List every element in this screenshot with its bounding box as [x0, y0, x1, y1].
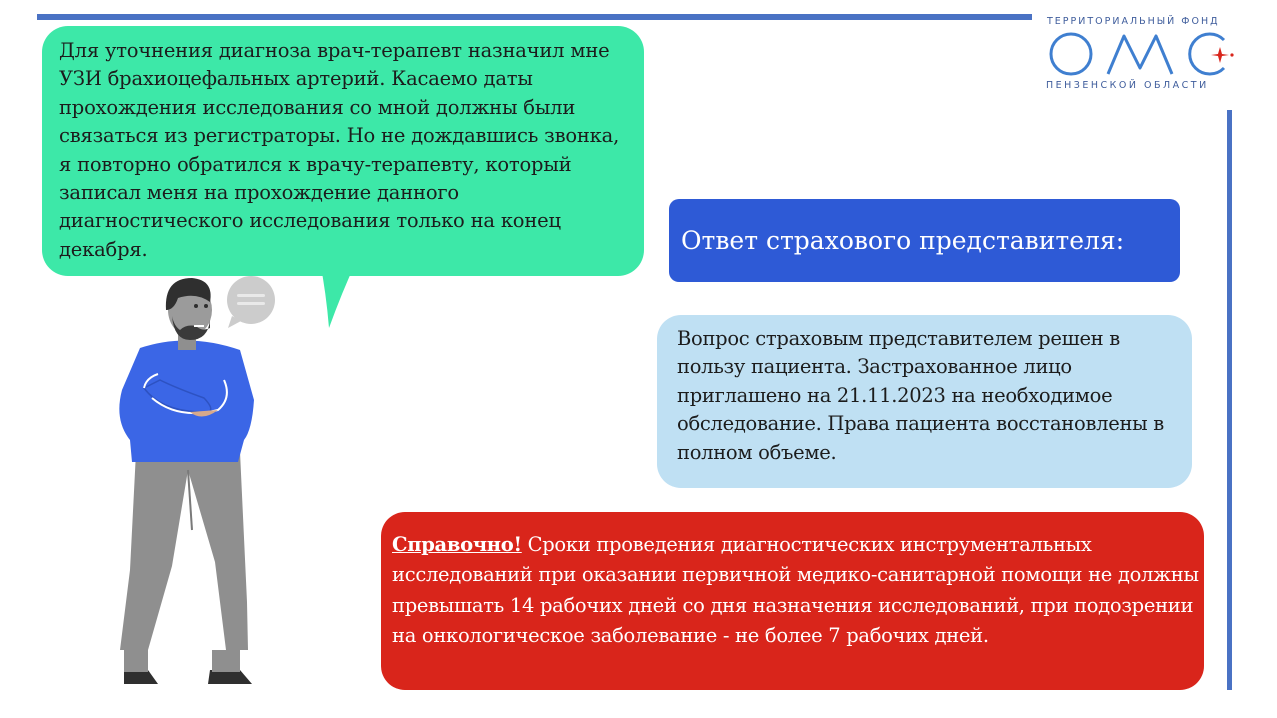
thinking-man-illustration [100, 270, 300, 695]
reference-label: Справочно! [392, 533, 522, 556]
answer-heading-banner [669, 199, 1180, 282]
logo-acronym-mark [1046, 28, 1236, 80]
thought-bubble-icon [227, 276, 275, 328]
top-divider [37, 14, 1032, 20]
oms-logo [1042, 14, 1240, 94]
logo-bottom-text: ПЕНЗЕНСКОЙ ОБЛАСТИ [1046, 80, 1209, 91]
reference-text: Сроки проведения диагностических инструментальных исследований при оказании первичной медико-санитарной помощи не должны превышать 14 рабочих дней со дня назначения исследований, при подозрении на онкологическое заболевание - не более 7 рабочих дней. [392, 533, 1199, 648]
patient-quote: Для уточнения диагноза врач-терапевт назначил мне УЗИ брахиоцефальных артерий. Касаемо даты прохождения исследования со мной должны были связаться из регистраторы. Но не дождавшись звонка, я повторно обратился к врачу-терапевту, который записал меня на прохождение данного диагностического исследования только на конец декабря. [59, 39, 620, 261]
patient-speech-bubble [42, 26, 644, 276]
logo-top-text: ТЕРРИТОРИАЛЬНЫЙ ФОНД [1047, 16, 1220, 27]
speech-bubble-tail [320, 262, 370, 332]
answer-heading: Ответ страхового представителя: [681, 226, 1125, 255]
side-divider [1227, 110, 1232, 690]
answer-text: Вопрос страховым представителем решен в пользу пациента. Застрахованное лицо приглашено на 21.11.2023 на необходимое обследование. Права пациента восстановлены в полном объеме. [677, 327, 1164, 464]
reference-note-box [381, 512, 1204, 690]
answer-text-box [657, 315, 1192, 488]
